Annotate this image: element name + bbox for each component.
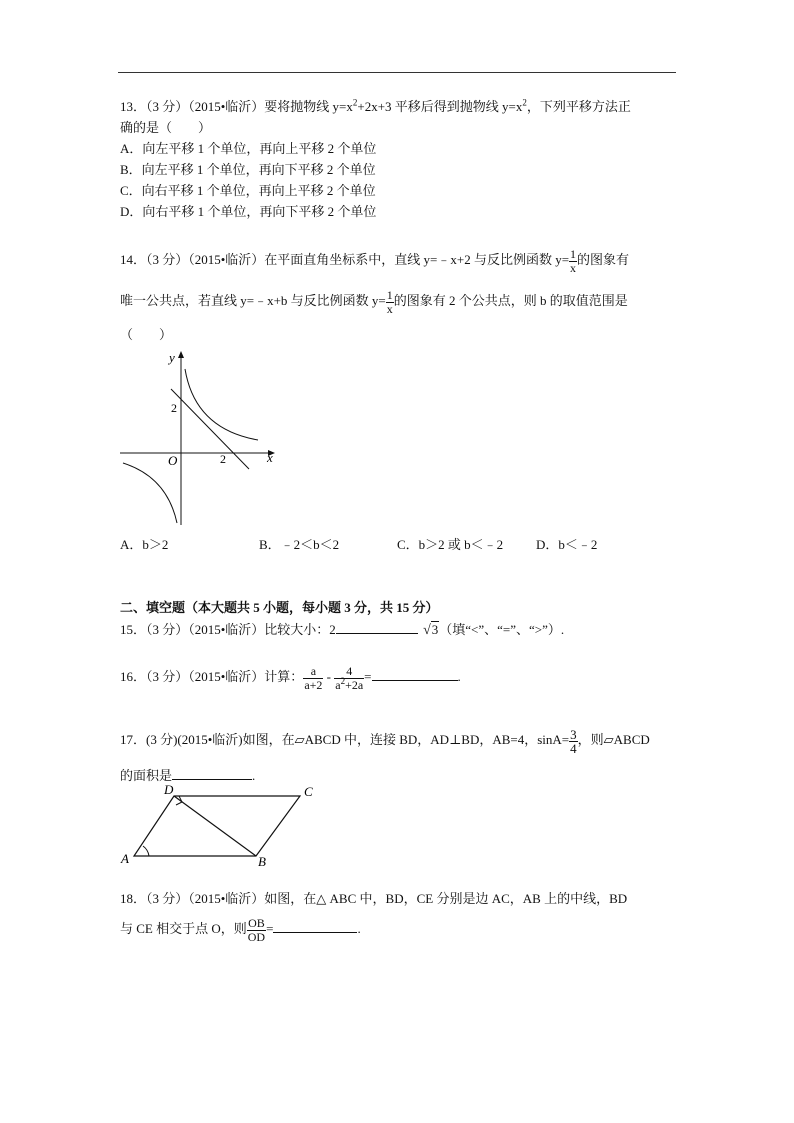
vertex-label-b: B xyxy=(258,854,266,869)
q17-answer-blank[interactable] xyxy=(172,767,252,780)
q16-fraction-1: $\frac{a}{a+2}$ xyxy=(304,663,323,692)
angle-a-arc xyxy=(143,846,149,856)
q13-stem-line2: 确的是（ ） xyxy=(120,120,212,135)
q17-stem: 17．(3 分)(2015•临沂)如图，在▱ABCD 中，连接 BD，AD⊥BD，AB=4，sinA= $\frac{3}{4}$ ，则▱ABCD xyxy=(120,726,650,756)
q18-fraction: $\frac{OB}{OD}$ xyxy=(247,915,266,944)
q14-option-b: B．﹣2＜b＜2 xyxy=(259,537,340,552)
q18-stem: 18．（3 分）（2015•临沂）如图，在△ ABC 中，BD，CE 分别是边 AC，AB 上的中线，BD xyxy=(120,891,628,906)
q17-parallelogram-figure xyxy=(118,780,328,872)
tangent-line xyxy=(171,389,249,469)
q15-stem: 15．（3 分）（2015•临沂）比较大小：2 √3（填“<”、“=”、“>”）. xyxy=(120,622,565,638)
parallelogram-abcd xyxy=(134,796,300,856)
q14-option-a: A．b＞2 xyxy=(120,537,169,552)
origin-label: O xyxy=(168,453,178,468)
q13-option-d: D．向右平移 1 个单位，再向下平移 2 个单位 xyxy=(120,204,377,219)
vertex-label-c: C xyxy=(304,784,313,799)
q18-answer-blank[interactable] xyxy=(273,920,357,933)
hyperbola-branch-q3 xyxy=(123,463,177,523)
q18-stem-line2: 与 CE 相交于点 O，则 $\frac{OB}{OD}$ = . xyxy=(120,915,361,944)
y-axis-label: y xyxy=(169,350,175,365)
q14-stem-line3: （ ） xyxy=(120,327,173,342)
q13-stem: 13．（3 分）（2015•临沂）要将抛物线 $y=x^2+2x+3$ 平移后得到抛物线 $y=x^2$，下列平移方法正 xyxy=(120,97,631,114)
q14-graph xyxy=(115,345,285,530)
right-angle-mark xyxy=(176,796,182,805)
q14-fraction-2: $\frac{1}{x}$ xyxy=(386,287,393,316)
y-axis-arrow xyxy=(178,351,184,358)
q14-stem: 14．（3 分）（2015•临沂）在平面直角坐标系中，直线 y=﹣x+2 与反比例函数 y= $\frac{1}{x}$ 的图象有 xyxy=(120,246,630,275)
q14-fraction-1: $\frac{1}{x}$ xyxy=(570,246,577,275)
x-tick-label: 2 xyxy=(220,452,226,466)
q17-stem-line2: 的面积是 . xyxy=(120,768,256,783)
y-tick-label: 2 xyxy=(171,401,177,415)
q16-stem: 16．（3 分）（2015•临沂）计算： $\frac{a}{a+2}$ - $\frac{4}{a^2+2a}$ = . xyxy=(120,663,461,692)
diagonal-bd xyxy=(174,796,256,856)
header-rule xyxy=(118,72,676,73)
q17-fraction: $\frac{3}{4}$ xyxy=(570,726,577,756)
q16-fraction-2: $\frac{4}{a^2+2a}$ xyxy=(335,663,364,692)
vertex-label-d: D xyxy=(164,782,174,797)
q13-option-a: A．向左平移 1 个单位，再向上平移 2 个单位 xyxy=(120,141,377,156)
q15-answer-blank[interactable] xyxy=(336,621,418,634)
q16-minus: - xyxy=(326,669,331,684)
q16-answer-blank[interactable] xyxy=(372,668,458,681)
section-title: 二、填空题（本大题共 5 小题，每小题 3 分，共 15 分） xyxy=(120,600,439,615)
q14-option-c: C．b＞2 或 b＜﹣2 xyxy=(397,537,504,552)
vertex-label-a: A xyxy=(121,851,129,866)
q13-option-b: B．向左平移 1 个单位，再向下平移 2 个单位 xyxy=(120,162,376,177)
q13-option-c: C．向右平移 1 个单位，再向上平移 2 个单位 xyxy=(120,183,376,198)
q14-option-d: D．b＜﹣2 xyxy=(536,537,598,552)
x-axis-label: x xyxy=(267,450,273,465)
q14-stem-line2: 唯一公共点，若直线 y=﹣x+b 与反比例函数 y= $\frac{1}{x}$ 的图象有 2 个公共点，则 b 的取值范围是 xyxy=(120,287,628,316)
hyperbola-branch-q1 xyxy=(185,369,258,440)
sqrt-symbol: √3 xyxy=(423,622,439,638)
